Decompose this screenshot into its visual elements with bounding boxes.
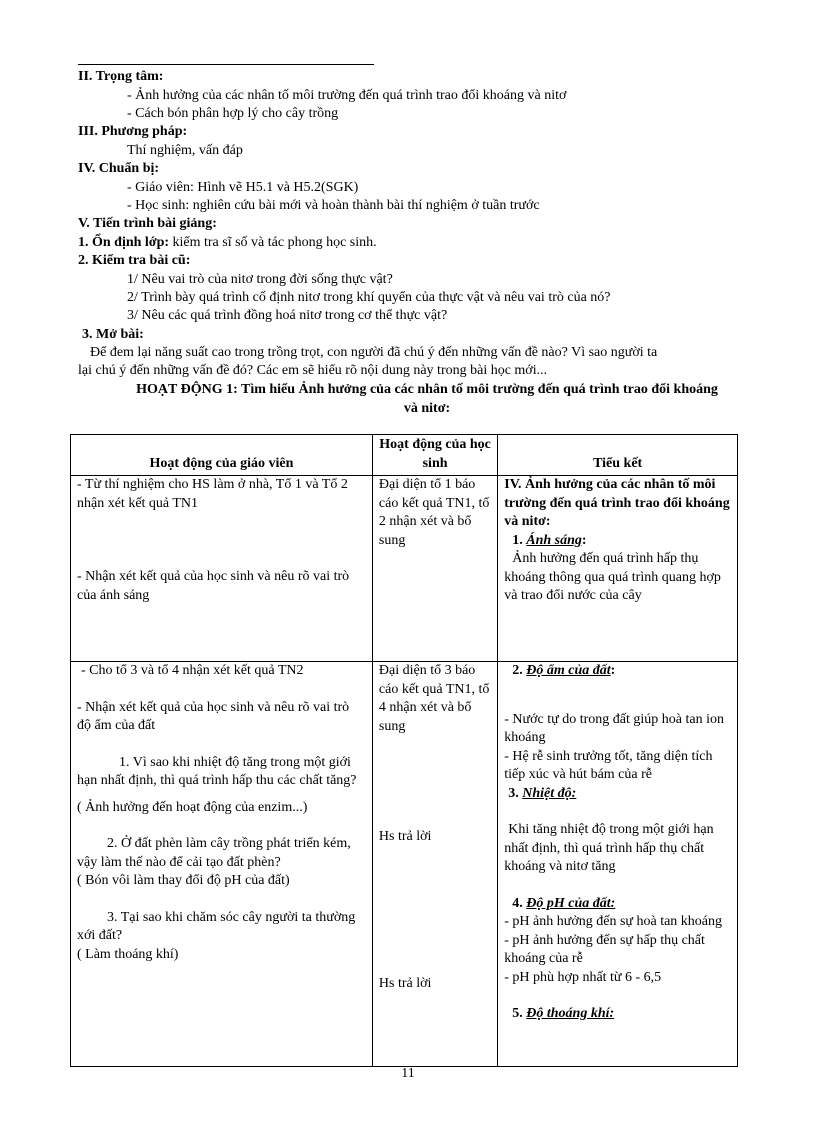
row2-summary-item: - pH phù hợp nhất từ 6 - 6,5 bbox=[504, 969, 662, 985]
subheading-colon: : bbox=[610, 663, 616, 678]
row2-question: 1. Vì sao khi nhiệt độ tăng trong một giới hạn nhất định, thì quá trình hấp thu các chất tăng? bbox=[77, 754, 357, 788]
row2-summary-text: Khi tăng nhiệt độ trong một giới hạn nhất định, thì quá trình hấp thụ chất khoáng và nitơ tăng bbox=[504, 822, 714, 874]
subheading-nhiet-do: Nhiệt độ: bbox=[522, 785, 577, 801]
row1-teacher-text: - Nhận xét kết quả của học sinh và nêu rõ vai trò của ánh sáng bbox=[77, 569, 350, 603]
subheading-number: 5. bbox=[512, 1006, 527, 1021]
row2-answer: ( Làm thoáng khí) bbox=[77, 946, 179, 962]
row1-summary-cell bbox=[498, 476, 738, 662]
row2-teacher-text: - Cho tổ 3 và tổ 4 nhận xét kết quả TN2 bbox=[81, 663, 304, 678]
trong-tam-item: - Ảnh hưởng của các nhân tố môi trường đến quá trình trao đổi khoáng và nitơ bbox=[127, 88, 567, 103]
section-phuong-phap-title: III. Phương pháp: bbox=[78, 124, 188, 139]
row2-summary-item: - Nước tự do trong đất giúp hoà tan ion khoáng bbox=[504, 711, 724, 745]
row1-summary-subheading bbox=[504, 532, 731, 551]
trong-tam-item: - Cách bón phân hợp lý cho cây trồng bbox=[127, 106, 339, 121]
phuong-phap-text: Thí nghiệm, vấn đáp bbox=[127, 143, 243, 158]
subheading-number: 1. bbox=[512, 532, 527, 548]
row1-student-cell bbox=[372, 476, 497, 662]
activity-heading-line: và nitơ: bbox=[403, 401, 451, 416]
chuan-bi-item: - Học sinh: nghiên cứu bài mới và hoàn thành bài thí nghiệm ở tuần trước bbox=[127, 198, 540, 213]
subheading-do-am: Độ ẩm của đất bbox=[526, 663, 611, 678]
row2-student-answer: Hs trả lời bbox=[378, 975, 432, 991]
kiem-tra-question: 2/ Trình bày quá trình cố định nitơ trong khí quyển của thực vật và nêu vai trò của nó? bbox=[127, 290, 611, 305]
header-summary: Tiểu kết bbox=[498, 435, 738, 476]
mo-bai-line: Để đem lại năng suất cao trong trồng trọt, con người đã chú ý đến những vấn đề nào? Vì sao người ta bbox=[90, 345, 658, 360]
row2-summary-subheading bbox=[504, 662, 731, 681]
row2-student-answer: Hs trả lời bbox=[378, 829, 432, 844]
header-student: Hoạt động của học sinh bbox=[372, 435, 497, 476]
row2-teacher-cell bbox=[71, 662, 373, 1067]
mo-bai-title: 3. Mở bài: bbox=[82, 327, 144, 342]
kiem-tra-question: 1/ Nêu vai trò của nitơ trong đời sống thực vật? bbox=[127, 272, 393, 287]
kiem-tra-question: 3/ Nêu các quá trình đồng hoá nitơ trong cơ thể thực vật? bbox=[127, 308, 448, 323]
subheading-number: 4. bbox=[512, 895, 527, 911]
row1-summary-title: IV. Ảnh hưởng của các nhân tố môi trường đến quá trình trao đổi khoáng và nitơ: bbox=[504, 477, 730, 529]
row1-teacher-text: - Từ thí nghiệm cho HS làm ở nhà, Tổ 1 và Tổ 2 nhận xét kết quả TN1 bbox=[77, 477, 348, 511]
row1-summary-text: Ảnh hưởng đến quá trình hấp thụ khoáng thông qua quá trình quang hợp và trao đổi nước của cây bbox=[504, 551, 721, 603]
on-dinh-text: kiểm tra sĩ số và tác phong học sinh. bbox=[169, 235, 377, 250]
page-number: 11 bbox=[401, 1066, 415, 1081]
subheading-do-ph: Độ pH của đất: bbox=[526, 895, 616, 911]
row1-teacher-cell bbox=[71, 476, 373, 662]
activity-heading-line: HOẠT ĐỘNG 1: Tìm hiểu Ảnh hưởng của các nhân tố môi trường đến quá trình trao đổi khoáng bbox=[136, 382, 718, 397]
row1-student-text: Đại diện tổ 1 báo cáo kết quả TN1, tổ 2 nhận xét và bổ sung bbox=[378, 477, 490, 548]
mo-bai-line: lại chú ý đến những vấn đề đó? Các em sẽ hiểu rõ nội dung này trong bài học mới... bbox=[78, 363, 548, 378]
row2-question: 2. Ở đất phèn làm cây trồng phát triển kém, vậy làm thế nào để cải tạo đất phèn? bbox=[77, 836, 351, 870]
row2-summary-item: - pH ảnh hưởng đến sự hấp thụ chất khoáng của rễ bbox=[504, 932, 705, 966]
subheading-anh-sang: Ánh sáng bbox=[526, 532, 582, 548]
table-row bbox=[71, 476, 738, 662]
kiem-tra-title: 2. Kiểm tra bài cũ: bbox=[78, 253, 191, 268]
row2-answer: ( Ảnh hưởng đến hoạt động của enzim...) bbox=[77, 799, 308, 815]
section-chuan-bi-title: IV. Chuẩn bị: bbox=[78, 161, 160, 176]
row2-student-cell bbox=[372, 662, 497, 1067]
header-teacher: Hoạt động của giáo viên bbox=[71, 435, 373, 476]
row2-answer: ( Bón vôi làm thay đổi độ pH của đất) bbox=[77, 873, 290, 888]
row2-summary-subheading bbox=[504, 895, 731, 914]
section-trong-tam-title: II. Trọng tâm: bbox=[78, 69, 164, 84]
subheading-do-thoang-khi: Độ thoáng khí: bbox=[526, 1006, 615, 1021]
lesson-table bbox=[70, 434, 738, 1067]
row2-student-text: Đại diện tổ 3 báo cáo kết quả TN1, tổ 4 nhận xét và bổ sung bbox=[378, 663, 490, 734]
chuan-bi-item: - Giáo viên: Hình vẽ H5.1 và H5.2(SGK) bbox=[127, 180, 359, 195]
subheading-number: 2. bbox=[512, 663, 527, 678]
on-dinh-lop bbox=[78, 234, 377, 252]
on-dinh-label: 1. Ổn định lớp: bbox=[78, 235, 170, 250]
section-tien-trinh-title: V. Tiến trình bài giảng: bbox=[78, 216, 217, 231]
subheading-number: 3. bbox=[508, 785, 523, 801]
row2-summary-subheading bbox=[504, 1005, 731, 1024]
top-rule bbox=[78, 64, 374, 65]
table-header-row bbox=[71, 435, 738, 476]
subheading-colon: : bbox=[581, 532, 587, 548]
table-row bbox=[71, 662, 738, 1067]
row2-summary-cell bbox=[498, 662, 738, 1067]
row2-question: 3. Tại sao khi chăm sóc cây người ta thường xới đất? bbox=[77, 909, 356, 943]
row2-teacher-text: - Nhận xét kết quả của học sinh và nêu rõ vai trò độ ẩm của đất bbox=[77, 699, 350, 733]
row2-summary-subheading bbox=[504, 785, 731, 804]
activity-heading bbox=[84, 380, 770, 418]
row2-summary-item: - pH ảnh hưởng đến sự hoà tan khoáng bbox=[504, 914, 723, 929]
row2-summary-item: - Hệ rễ sinh trưởng tốt, tăng diện tích tiếp xúc và hút bám của rễ bbox=[504, 748, 713, 782]
